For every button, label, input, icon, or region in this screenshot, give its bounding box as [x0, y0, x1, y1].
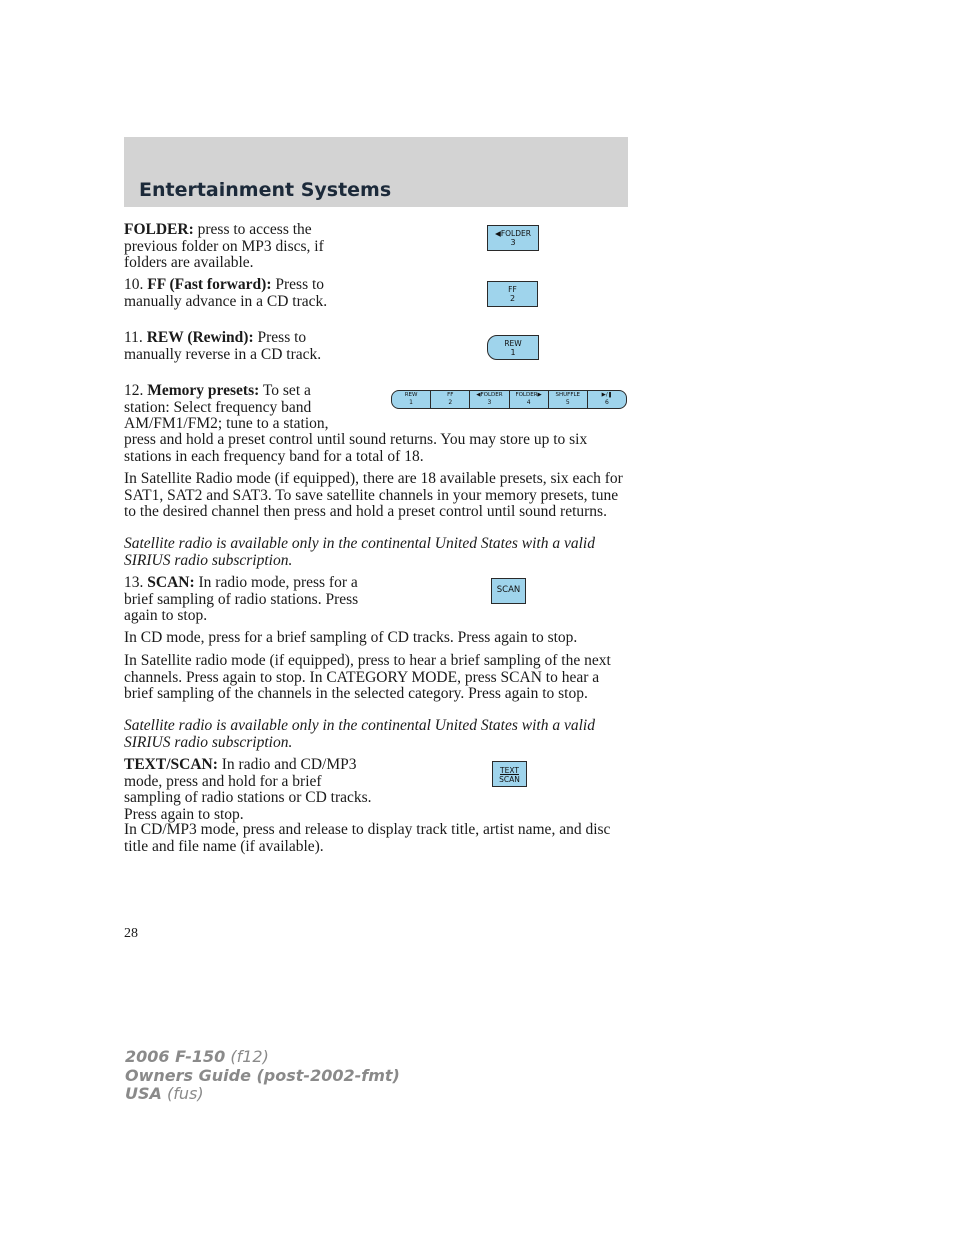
ff-button-number: 2 [509, 294, 516, 303]
scan-paragraph [124, 575, 374, 625]
folder-button-label: FOLDER [500, 229, 531, 238]
scan-button-label: SCAN [496, 585, 521, 595]
footer-model: 2006 F-150 [125, 1047, 226, 1066]
folder-paragraph [124, 222, 364, 272]
presets-label: Memory presets: [147, 382, 260, 399]
footer-model-code: (f12) [225, 1047, 269, 1066]
preset-button-6: ▶/❚ 6 [588, 391, 626, 408]
textscan-button-label-bottom: SCAN [499, 775, 520, 784]
preset-button-4: FOLDER▶ 4 [510, 391, 549, 408]
document-footer [125, 1048, 400, 1104]
scan-text: In radio mode, press for a brief sampling of radio stations. Press again to stop. [124, 574, 359, 624]
scan-number: 13. [124, 574, 148, 591]
triangle-left-icon: ◀ [476, 392, 481, 398]
scan-label: SCAN: [147, 574, 195, 591]
section-title: Entertainment Systems [139, 179, 392, 201]
ff-text: Press to manually advance in a CD track. [124, 276, 328, 310]
presets-number: 12. [124, 382, 148, 399]
page-number: 28 [124, 926, 138, 941]
rew-label: REW (Rewind): [146, 329, 254, 346]
footer-guide: Owners Guide (post-2002-fmt) [125, 1065, 400, 1085]
presets-satellite-note: Satellite radio is available only in the continental United States with a valid SIRIUS radio subscription. [124, 535, 595, 569]
preset-bar-illustration [391, 390, 627, 409]
rew-button-illustration [487, 335, 539, 360]
presets-text-start: To set a station: Select frequency band AM/FM1/FM2; tune to a station, [124, 382, 329, 432]
folder-text: press to access the previous folder on MP3 discs, if folders are available. [124, 221, 324, 271]
rew-button-label: REW [504, 339, 522, 348]
textscan-cd-paragraph: In CD/MP3 mode, press and release to display track title, artist name, and disc title and file name (if available). [124, 821, 611, 855]
preset-button-2: FF 2 [431, 391, 470, 408]
presets-paragraph-start [124, 383, 354, 433]
rew-paragraph [124, 330, 364, 363]
scan-satellite-paragraph: In Satellite radio mode (if equipped), press to hear a brief sampling of the next channels. Press again to stop. In CATEGORY MODE, press SCAN to hear a brief sampling of the channels in the selected category. Press again to stop. [124, 652, 611, 702]
rew-button-number: 1 [510, 348, 516, 357]
triangle-right-icon: ▶ [537, 392, 542, 398]
folder-label: FOLDER: [124, 221, 194, 238]
preset-button-5: SHUFFLE 5 [549, 391, 588, 408]
preset-button-1: REW 1 [392, 391, 431, 408]
folder-button-illustration [487, 225, 539, 251]
ff-button-label: FF [508, 285, 517, 294]
ff-paragraph [124, 277, 364, 310]
footer-region-code: (fus) [161, 1084, 204, 1103]
scan-button-illustration [491, 578, 526, 604]
scan-satellite-note: Satellite radio is available only in the continental United States with a valid SIRIUS radio subscription. [124, 717, 595, 751]
textscan-paragraph [124, 757, 374, 823]
textscan-label: TEXT/SCAN: [124, 756, 218, 773]
ff-number: 10. [124, 276, 148, 293]
section-header-band [124, 137, 628, 207]
preset-button-3: ◀FOLDER 3 [470, 391, 509, 408]
textscan-button-illustration [492, 761, 527, 787]
ff-label: FF (Fast forward): [147, 276, 272, 293]
play-pause-icon: ▶/❚ [601, 392, 613, 398]
rew-number: 11. [124, 329, 147, 346]
scan-cd-paragraph: In CD mode, press for a brief sampling of CD tracks. Press again to stop. [124, 629, 578, 646]
presets-satellite-paragraph: In Satellite Radio mode (if equipped), there are 18 available presets, six each for SAT1, SAT2 and SAT3. To save satellite channels in your memory presets, tune to the desired channel then press and hold a preset control until sound returns. [124, 470, 623, 520]
textscan-button-label-top: TEXT [500, 766, 519, 775]
textscan-text: In radio and CD/MP3 mode, press and hold for a brief sampling of radio stations or CD tracks. Press again to stop. [124, 756, 372, 823]
ff-button-illustration [487, 281, 538, 307]
folder-button-number: 3 [510, 238, 516, 247]
rew-text: Press to manually reverse in a CD track. [124, 329, 322, 363]
chevron-left-icon: ◀ [495, 229, 501, 238]
footer-region: USA [125, 1084, 162, 1103]
presets-paragraph-cont: press and hold a preset control until sound returns. You may store up to six stations in each frequency band for a total of 18. [124, 431, 588, 465]
